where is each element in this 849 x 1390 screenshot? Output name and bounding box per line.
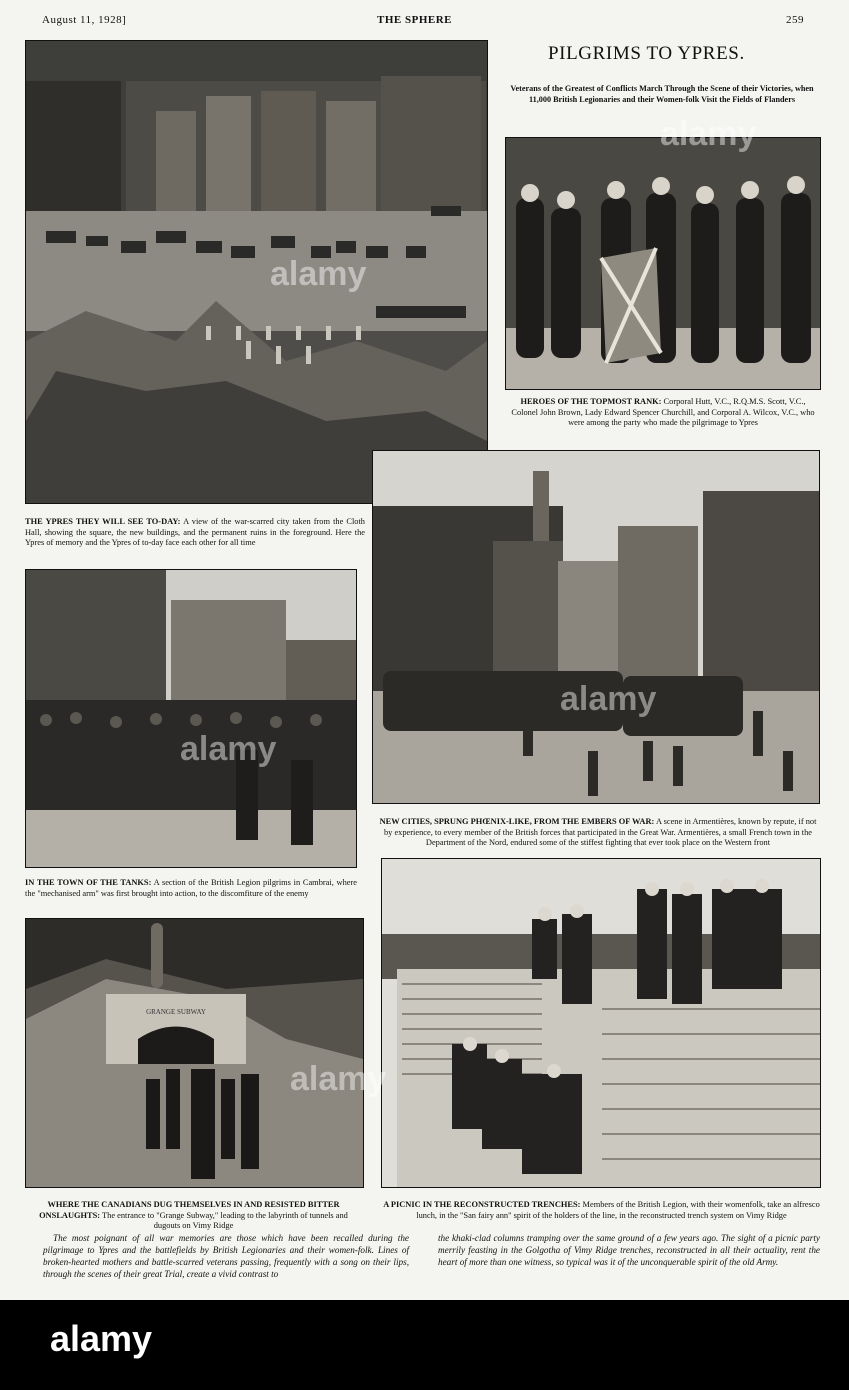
alamy-watermark-3: alamy bbox=[560, 680, 657, 718]
caption-canadians-text: The entrance to "Grange Subway," leading to the labyrinth of tunnels and dugouts on Vimy Ridge bbox=[102, 1210, 348, 1230]
caption-ypres-text: A view of the war-scarred city taken from the Cloth Hall, showing the square, the new buildings, and the permanent ruins in the foreground. Here the Ypres of memory and the Ypres of to-day face each other for all time bbox=[25, 517, 365, 547]
picnic-image bbox=[382, 859, 820, 1187]
caption-picnic-text: Members of the British Legion, with their womenfolk, take an alfresco lunch, in the "San fairy ann" spirit of the holders of the line, in the reconstructed trench system on Vimy Ridge bbox=[416, 1200, 820, 1220]
photo-picnic bbox=[381, 858, 821, 1188]
alamy-logo: alamy bbox=[50, 1318, 153, 1359]
photo-armentieres bbox=[372, 450, 820, 804]
page-title: PILGRIMS TO YPRES. bbox=[548, 43, 745, 64]
caption-heroes-text: Corporal Hutt, V.C., R.Q.M.S. Scott, V.C., Colonel John Brown, Lady Edward Spencer Churchill, and Corporal A. Wilcox, V.C., who were among the party who made the pilgrimage to Ypres bbox=[511, 397, 815, 427]
armentieres-image bbox=[373, 451, 819, 803]
caption-armentieres-lead: NEW CITIES, SPRUNG PHŒNIX-LIKE, FROM THE EMBERS OF WAR: bbox=[379, 817, 655, 826]
photo-cambrai bbox=[25, 569, 357, 868]
caption-armentieres-text: A scene in Armentières, known by repute, if not by experience, to every member of the British forces that participated in the Great War. Armentières, a small French town in the Department of the Nord, endured some of the stiffest fighting that ever took place on the Western front bbox=[383, 817, 817, 847]
grange-subway-sign: GRANGE SUBWAY bbox=[146, 1008, 206, 1016]
caption-armentieres bbox=[376, 817, 820, 849]
alamy-watermark-4: alamy bbox=[180, 730, 277, 768]
caption-picnic-lead: A PICNIC IN THE RECONSTRUCTED TRENCHES: bbox=[383, 1200, 581, 1209]
grange-subway-image bbox=[26, 919, 363, 1187]
caption-heroes-lead: HEROES OF THE TOPMOST RANK: bbox=[520, 397, 662, 406]
heroes-image bbox=[506, 138, 820, 389]
caption-canadians bbox=[25, 1200, 362, 1232]
photo-ypres-square bbox=[25, 40, 488, 504]
body-text-left: The most poignant of all war memories are those which have been recalled during the pilgrimage to Ypres and the battlefields by British Legionaries and their women-folk. Lines of broken-hearted mothers and battle-scarred veterans passing, frequently with a song on their lips, through the scenes of their great Trial, create a vivid contrast to bbox=[43, 1233, 409, 1279]
watermark-bar bbox=[0, 1300, 849, 1390]
page-number: 259 bbox=[786, 14, 804, 26]
ypres-square-image bbox=[26, 41, 487, 503]
photo-heroes bbox=[505, 137, 821, 390]
headline-deck: Veterans of the Greatest of Conflicts March Through the Scene of their Victories, when 11,000 British Legionaries and their Women-folk Visit the Fields of Flanders bbox=[510, 84, 814, 104]
body-text-right: the khaki-clad columns tramping over the same ground of a few years ago. The sight of a picnic party merrily feasting in the Golgotha of Vimy Ridge trenches, reconstructed in all their actuality, rent the heart of more than one witness, so typical was it of the unconquerable spirit of the old Army. bbox=[438, 1233, 820, 1267]
caption-heroes bbox=[507, 397, 819, 429]
caption-ypres-lead: THE YPRES THEY WILL SEE TO-DAY: bbox=[25, 517, 181, 526]
caption-ypres bbox=[25, 517, 365, 549]
issue-date: August 11, 1928] bbox=[42, 14, 127, 26]
caption-tanks-lead: IN THE TOWN OF THE TANKS: bbox=[25, 878, 152, 887]
caption-picnic bbox=[383, 1200, 820, 1221]
alamy-watermark-2: alamy bbox=[660, 115, 757, 153]
caption-tanks bbox=[25, 878, 357, 899]
alamy-watermark-5: alamy bbox=[290, 1060, 387, 1098]
photo-grange-subway bbox=[25, 918, 364, 1188]
caption-tanks-text: A section of the British Legion pilgrims in Cambrai, where the "mechanised arm" was first brought into action, to the discomfiture of the enemy bbox=[25, 878, 357, 898]
alamy-watermark-1: alamy bbox=[270, 255, 367, 293]
cambrai-image bbox=[26, 570, 356, 867]
masthead: THE SPHERE bbox=[377, 14, 452, 26]
caption-canadians-lead: WHERE THE CANADIANS DUG THEMSELVES IN AND RESISTED BITTER ONSLAUGHTS: bbox=[39, 1200, 340, 1220]
